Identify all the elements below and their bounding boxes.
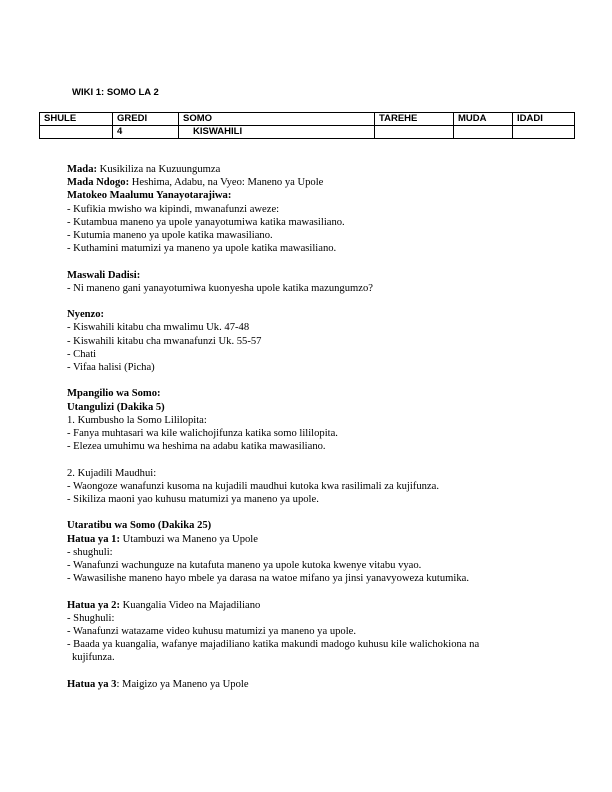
utaratibu-heading: Utaratibu wa Somo (Dakika 25) [67,520,212,532]
list-item: - Waongoze wanafunzi kusoma na kujadili maudhui kutoka kwa rasilimali za kujifunza. [67,480,439,492]
list-item: - Sikiliza maoni yao kuhusu matumizi ya maneno ya upole. [67,494,319,506]
value-idadi [513,126,575,139]
list-item: - Wanafunzi wachunguze na kutafuta maneno ya upole kutoka kwenye vitabu vyao. [67,560,422,572]
hatua3-title: : Maigizo ya Maneno ya Upole [116,678,249,690]
table-header-row [40,113,575,126]
value-gredi: 4 [113,126,179,139]
value-muda [454,126,513,139]
step1-title: 1. Kumbusho la Somo Lililopita: [67,414,207,426]
mada-ndogo-line [67,176,567,189]
utangulizi-heading: Utangulizi (Dakika 5) [67,401,165,413]
hatua2-line [67,599,567,612]
hatua3-line [67,678,567,691]
list-item: - Kiswahili kitabu cha mwalimu Uk. 47-48 [67,322,250,334]
list-item: - Chati [67,348,97,360]
mada-label: Mada: [67,164,98,175]
mada-ndogo-value: Heshima, Adabu, na Vyeo: Maneno ya Upole [129,177,324,189]
header-idadi: IDADI [513,113,575,126]
list-item: - Kuthamini matumizi ya maneno ya upole katika mawasiliano. [67,243,337,255]
mada-line [67,163,567,176]
header-tarehe: TAREHE [375,113,454,126]
list-item: - Kufikia mwisho wa kipindi, mwanafunzi aweze: [67,203,280,215]
list-item: - shughuli: [67,546,113,558]
lesson-body [67,163,567,691]
value-shule [40,126,113,139]
list-item: - Shughuli: [67,612,115,624]
hatua2-label: Hatua ya 2: [67,599,120,611]
week-title: WIKI 1: SOMO LA 2 [72,87,159,98]
nyenzo-heading: Nyenzo: [67,309,105,321]
hatua2-title: Kuangalia Video na Majadiliano [119,599,261,611]
hatua1-line [67,533,567,546]
header-somo: SOMO [179,113,375,126]
list-item: - Wanafunzi watazame video kuhusu matumizi ya maneno ya upole. [67,626,357,638]
matokeo-heading: Matokeo Maalumu Yanayotarajiwa: [67,190,232,202]
list-item: - Fanya muhtasari wa kile walichojifunza katika somo lililopita. [67,428,338,440]
list-item: - Vifaa halisi (Picha) [67,362,155,374]
maswali-heading: Maswali Dadisi: [67,269,141,281]
list-item: - Baada ya kuangalia, wafanye majadiliano katika makundi madogo kuhusu kile walichokiona na [67,639,480,651]
list-item: - Wawasilishe maneno hayo mbele ya darasa na watoe mifano ya jinsi yanavyoweza kutumika. [67,573,469,585]
hatua1-title: Utambuzi wa Maneno ya Upole [119,533,258,545]
hatua3-label: Hatua ya 3 [67,678,117,690]
list-item: - Kutambua maneno ya upole yanayotumiwa katika mawasiliano. [67,216,345,228]
mada-value: Kusikiliza na Kuzuungumza [97,164,221,175]
lesson-info-table [39,112,575,139]
header-muda: MUDA [454,113,513,126]
list-item: - Elezea umuhimu wa heshima na adabu katika mawasiliano. [67,441,326,453]
step2-title: 2. Kujadili Maudhui: [67,467,157,479]
hatua1-label: Hatua ya 1: [67,533,120,545]
mada-ndogo-label: Mada Ndogo: [67,177,130,189]
mpangilio-heading: Mpangilio wa Somo: [67,388,161,400]
list-item: kujifunza. [72,652,115,664]
value-somo: KISWAHILI [179,126,375,139]
header-gredi: GREDI [113,113,179,126]
table-value-row [40,126,575,139]
list-item: - Ni maneno gani yanayotumiwa kuonyesha upole katika mazungumzo? [67,282,373,294]
header-shule: SHULE [40,113,113,126]
list-item: - Kiswahili kitabu cha mwanafunzi Uk. 55-57 [67,335,262,347]
list-item: - Kutumia maneno ya upole katika mawasiliano. [67,230,273,242]
value-tarehe [375,126,454,139]
